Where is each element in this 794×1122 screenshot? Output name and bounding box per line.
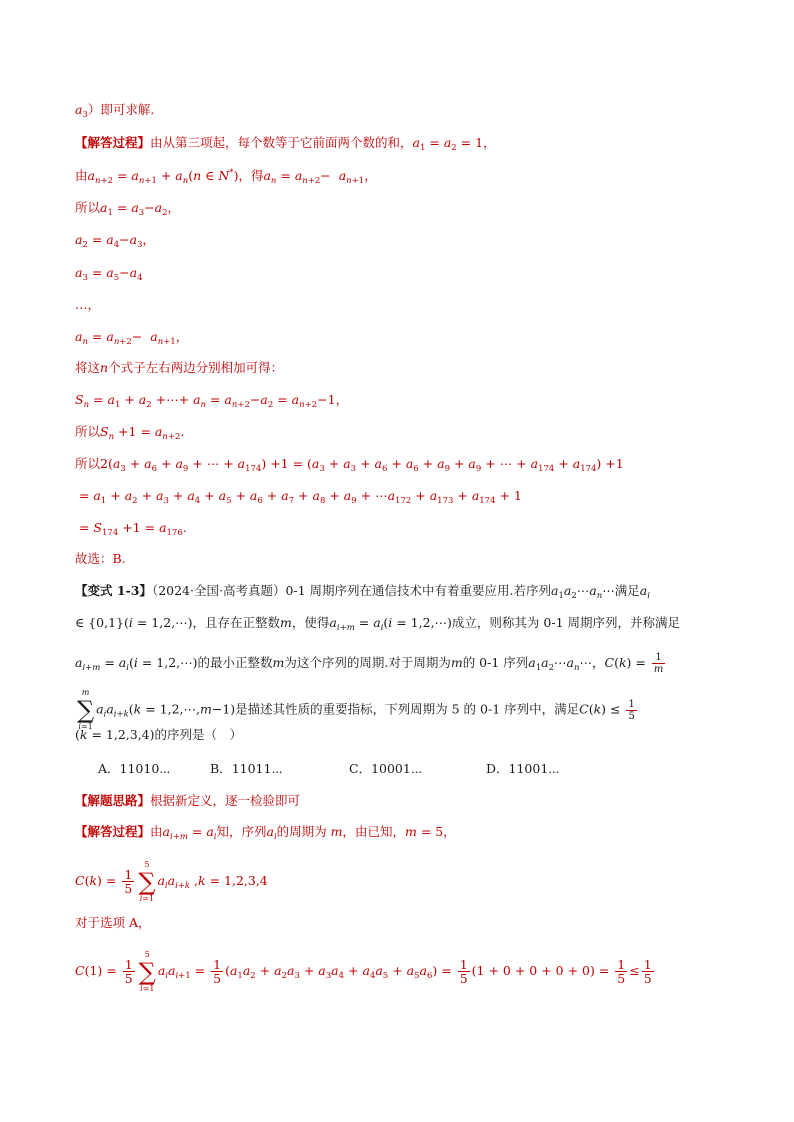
- equation-line: = $a_1 + a_2 + a_3 + a_4 + a_5 + a_6 + a_7 + a_8 + a_9$ + $\cdots a_{172} + a_{173} + a_{174} + 1$: [75, 488, 522, 506]
- equation-line: $a_n = a_{n+2}- a_{n+1}$，: [75, 329, 189, 347]
- answer-line: 故选：B.: [75, 551, 126, 566]
- idea-line: 【解题思路】根据新定义，逐一检验即可: [75, 793, 301, 808]
- equation-line: 由$a_{n+2} = a_{n+1} + a_n(n$ ∈ N*)，得$a_n = a_{n+2}- a_{n+1}$，: [75, 168, 377, 186]
- ck-formula: C(k) = $\frac{1}{5}$ 5 ∑ i=1 $a_ia_{i+k}$ ,k = 1,2,3,4: [75, 859, 268, 903]
- equation-line: $a_3 = a_5-a_4$: [75, 265, 143, 283]
- text-line: 对于选项 A，: [75, 915, 151, 930]
- variant-question: $a_{i+m} = a_i(i$ = 1,2,⋯)的最小正整数m为这个序列的周期.对于周期为m的 0-1 序列$a_1a_2\cdots a_n\cdots$，C(k) = $\frac{1}{m}$: [75, 652, 664, 675]
- option-a[interactable]: A．11010⋯: [98, 761, 171, 776]
- solution-intro-2: 【解答过程】由$a_{i+m} = a_i$知，序列$a_i$的周期为 m，由已知，m = 5，: [75, 824, 456, 842]
- equation-line: 所以$S_n +1 = a_{n+2}$.: [75, 424, 185, 442]
- solution-intro: 【解答过程】由从第三项起，每个数等于它前面两个数的和，$a_1 = a_2 = 1$，: [75, 135, 496, 153]
- equation-line: $a_2 = a_4-a_3$，: [75, 232, 156, 250]
- variant-question: (k = 1,2,3,4)的序列是（ ）: [75, 727, 242, 742]
- option-c[interactable]: C．10001⋯: [349, 761, 423, 776]
- equation-line: 所以$a_1 = a_3-a_2$，: [75, 200, 181, 218]
- variant-question: ∈ {0,1}(i = 1,2,⋯)，且存在正整数m，使得$a_{i+m} = a_i(i$ = 1,2,⋯)成立，则称其为 0-1 周期序列，并称满足: [75, 615, 680, 633]
- variant-question: 【变式 1-3】（2024·全国·高考真题）0-1 周期序列在通信技术中有着重要应用.若序列$a_1a_2\cdots a_n\cdots$满足$a_i$: [75, 583, 650, 601]
- option-d[interactable]: D．11001⋯: [486, 761, 560, 776]
- text-line: $a_3$）即可求解.: [75, 102, 155, 120]
- equation-line: …，: [75, 297, 101, 312]
- equation-line: 所以$2(a_3 + a_6 + a_9$ + ⋯ + $a_{174}) +1 = (a_3 + a_3 + a_6 + a_6 + a_9 + a_9$ + ⋯ + $a_{174} + a_{174}) +1$: [75, 456, 624, 474]
- equation-line: = $S_{174} +1 = a_{176}$.: [75, 520, 187, 538]
- equation-line: $S_n = a_1 + a_2$ +⋯+ $a_n = a_{n+2}-a_2 = a_{n+2}-1$，: [75, 392, 349, 410]
- c1-formula: C(1) = $\frac{1}{5}$ 5 ∑ i=1 $a_ia_{i+1}$ = $\frac{1}{5}$ $(a_1a_2 + a_2a_3 + a_3a_4 + a_4a_5 + a_5a_6)$ = $\frac{1}{5}$ (1 + 0 + 0 + 0 + 0) = $\frac{1}{5}$ ≤ $\frac{1}{5}$: [75, 949, 652, 993]
- option-b[interactable]: B．11011⋯: [210, 761, 283, 776]
- variant-question: m ∑ i=1 $a_ia_{i+k}(k$ = 1,2,⋯,m−1)是描述其性质的重要指标，下列周期为 5 的 0-1 序列中，满足C(k) ≤ $\frac{1}{5}$: [77, 688, 635, 731]
- text-line: 将这n个式子左右两边分别相加可得：: [75, 360, 284, 375]
